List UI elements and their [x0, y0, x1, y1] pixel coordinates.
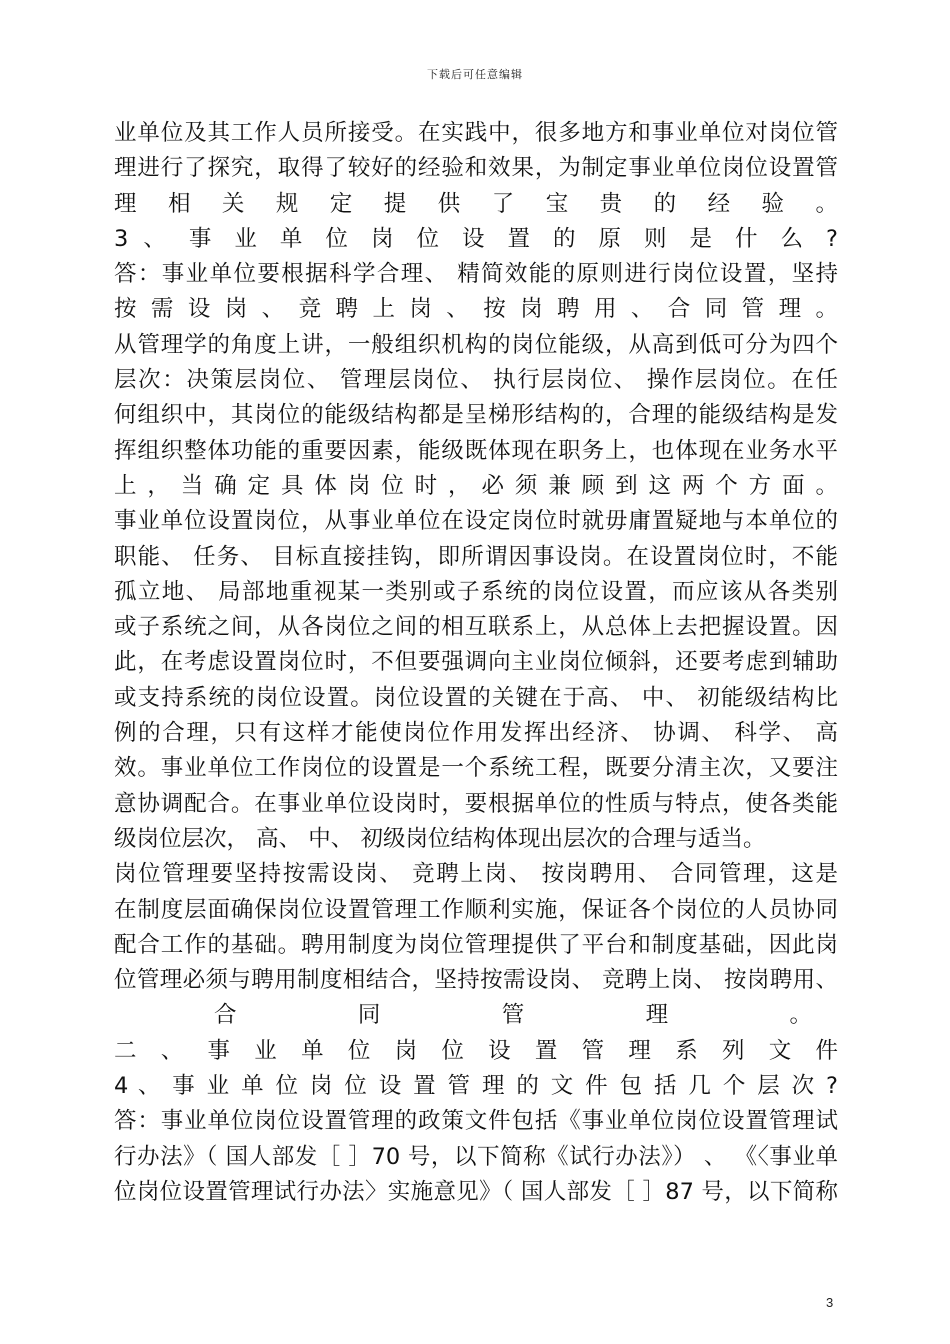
text-line: 业单位及其工作人员所接受。在实践中，很多地方和事业单位对岗位管	[114, 120, 838, 146]
text-line: 岗位管理要坚持按需设岗、 竞聘上岗、 按岗聘用、 合同管理，这是	[114, 861, 838, 888]
text-line: 从管理学的角度上讲，一般组织机构的岗位能级，从高到低可分为四个	[114, 331, 838, 358]
text-line: 在制度层面确保岗位设置管理工作顺利实施，保证各个岗位的人员协同	[114, 896, 838, 923]
text-line: 孤立地、 局部地重视某一类别或子系统的岗位设置，而应该从各类别	[114, 578, 838, 605]
text-line: 答：事业单位要根据科学合理、 精简效能的原则进行岗位设置，坚持	[114, 261, 838, 288]
text-line: 级岗位层次， 高、 中、 初级岗位结构体现出层次的合理与适当。	[114, 825, 766, 852]
question-heading: 3 、 事 业 单 位 岗 位 设 置 的 原 则 是 什 么 ?	[114, 225, 838, 252]
page-header: 下载后可任意编辑	[427, 68, 523, 81]
question-heading: 4 、 事 业 单 位 岗 位 设 置 管 理 的 文 件 包 括 几 个 层 次 ?	[114, 1073, 838, 1100]
text-line: 层次：决策层岗位、 管理层岗位、 执行层岗位、 操作层岗位。在任	[114, 367, 838, 394]
section-heading: 二 、 事 业 单 位 岗 位 设 置 管 理 系 列 文 件	[114, 1037, 838, 1064]
text-line: 或子系统之间，从各岗位之间的相互联系上，从总体上去把握设置。因	[114, 614, 838, 641]
text-line: 位岗位设置管理试行办法〉实施意见》（ 国人部发［ ］87 号，以下简称	[114, 1178, 838, 1205]
text-line: 意协调配合。在事业单位设岗时，要根据单位的性质与特点，使各类能	[114, 790, 838, 817]
text-line: 配合工作的基础。聘用制度为岗位管理提供了平台和制度基础，因此岗	[114, 931, 838, 958]
text-line: 挥组织整体功能的重要因素，能级既体现在职务上，也体现在业务水平	[114, 437, 838, 464]
text-line: 理 相 关 规 定 提 供 了 宝 贵 的 经 验 。	[114, 190, 838, 217]
text-line: 答：事业单位岗位设置管理的政策文件包括《事业单位岗位设置管理试	[114, 1108, 838, 1135]
page-number: 3	[826, 1295, 834, 1310]
text-line: 事业单位设置岗位，从事业单位在设定岗位时就毋庸置疑地与本单位的	[114, 508, 838, 535]
text-line: 位管理必须与聘用制度相结合，坚持按需设岗、 竞聘上岗、 按岗聘用、	[114, 967, 838, 994]
text-line: 职能、 任务、 目标直接挂钩，即所谓因事设岗。在设置岗位时，不能	[114, 543, 838, 570]
text-line: 上 ， 当 确 定 具 体 岗 位 时 ， 必 须 兼 顾 到 这 两 个 方 面 。	[114, 472, 838, 499]
text-line: 合 同 管 理 。	[214, 1002, 812, 1029]
text-line: 此，在考虑设置岗位时，不但要强调向主业岗位倾斜，还要考虑到辅助	[114, 649, 838, 676]
body-text	[114, 116, 838, 1210]
text-line: 效。事业单位工作岗位的设置是一个系统工程，既要分清主次，又要注	[114, 755, 838, 782]
text-line: 或支持系统的岗位设置。岗位设置的关键在于高、 中、 初能级结构比	[114, 684, 838, 711]
text-line: 何组织中，其岗位的能级结构都是呈梯形结构的，合理的能级结构是发	[114, 402, 838, 429]
text-line: 按 需 设 岗 、 竞 聘 上 岗 、 按 岗 聘 用 、 合 同 管 理 。	[114, 296, 838, 323]
text-line: 理进行了探究，取得了较好的经验和效果，为制定事业单位岗位设置管	[114, 155, 838, 182]
text-line: 行办法》（ 国人部发［ ］70 号，以下简称《试行办法》） 、 《〈事业单	[114, 1143, 838, 1170]
text-line: 例的合理，只有这样才能使岗位作用发挥出经济、 协调、 科学、 高	[114, 720, 838, 747]
